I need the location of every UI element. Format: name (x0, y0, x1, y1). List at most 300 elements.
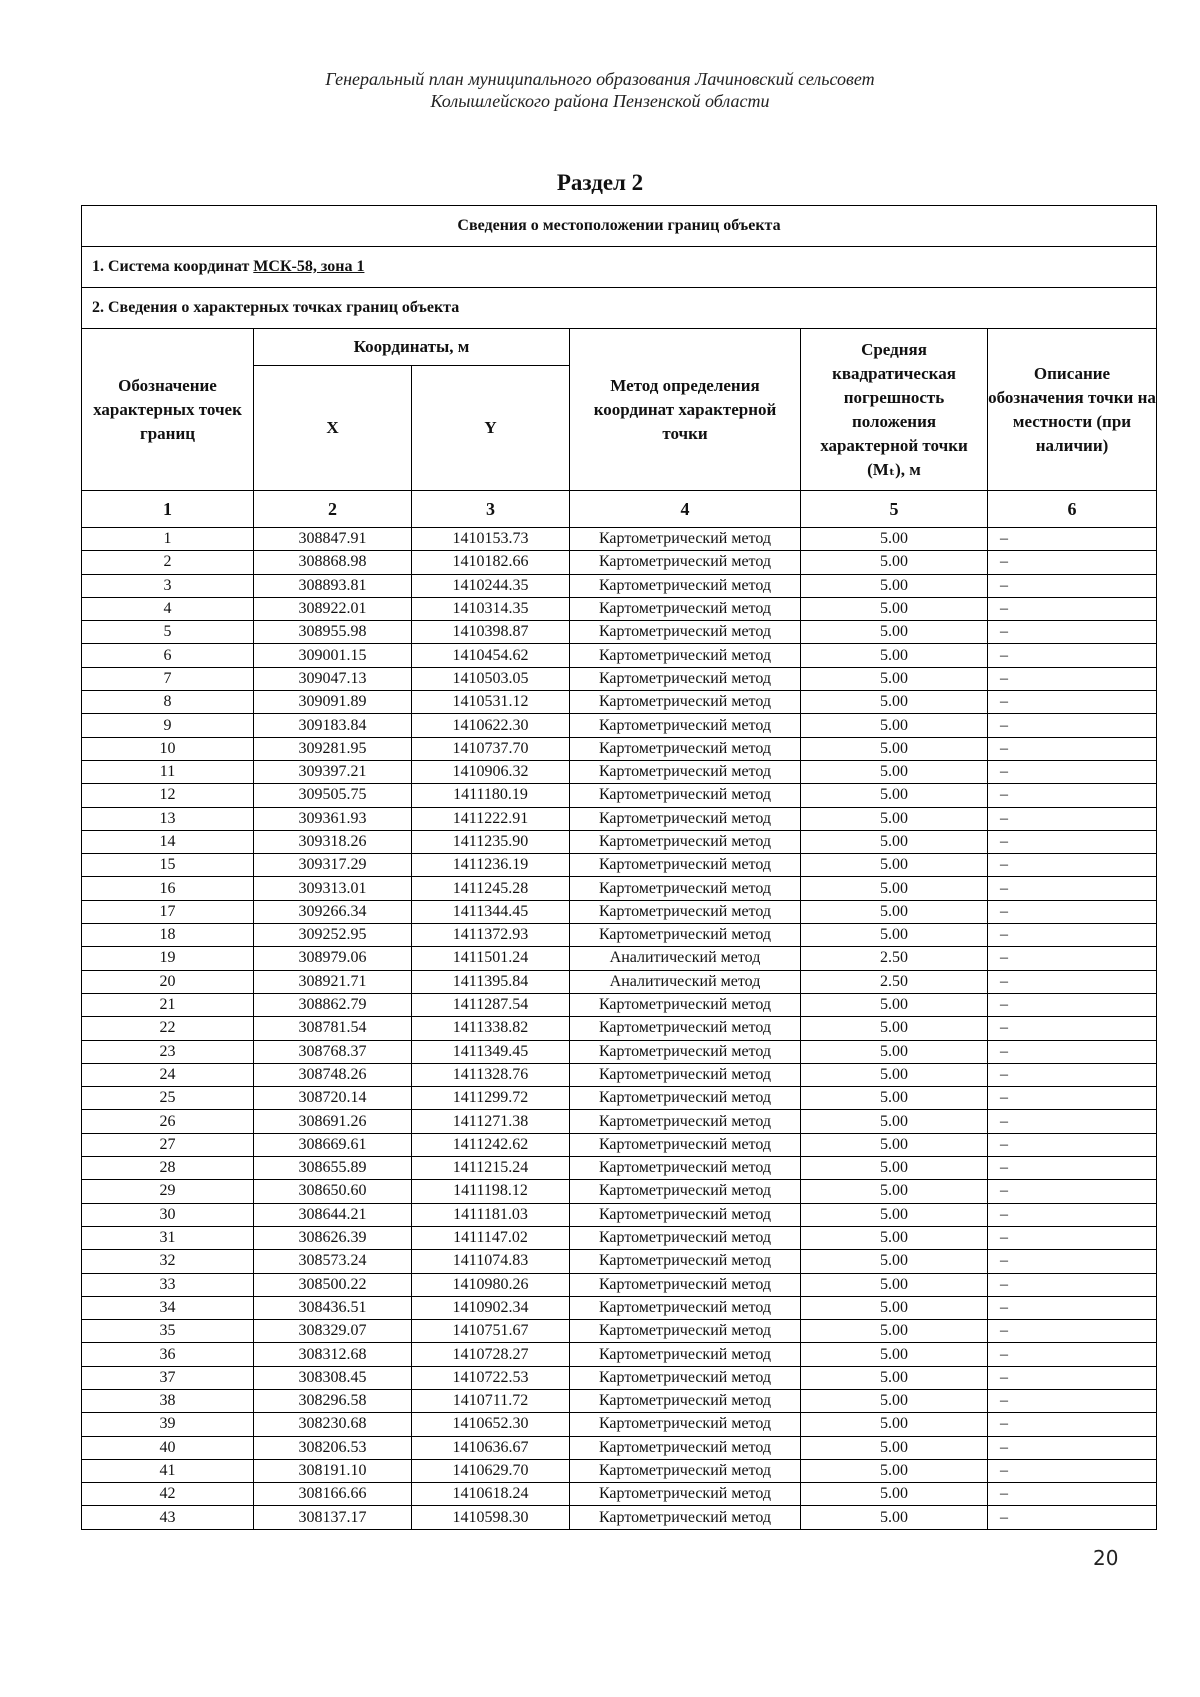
y-cell: 1410503.05 (412, 667, 570, 690)
table-row (82, 551, 1157, 574)
error-cell: 5.00 (801, 807, 988, 830)
x-cell: 308847.91 (254, 528, 412, 551)
point-id-cell: 5 (82, 621, 254, 644)
table-row (82, 1483, 1157, 1506)
method-cell: Картометрический метод (570, 1343, 801, 1366)
table-row (82, 737, 1157, 760)
x-cell: 308669.61 (254, 1133, 412, 1156)
description-cell: – (988, 714, 1157, 737)
method-cell: Аналитический метод (570, 947, 801, 970)
error-cell: 5.00 (801, 551, 988, 574)
y-cell: 1410398.87 (412, 621, 570, 644)
point-id-cell: 15 (82, 854, 254, 877)
method-cell: Картометрический метод (570, 1413, 801, 1436)
x-cell: 308748.26 (254, 1063, 412, 1086)
description-cell: – (988, 1133, 1157, 1156)
description-cell: – (988, 528, 1157, 551)
header-designation: Обозначение характерных точек границ (82, 329, 254, 491)
y-cell: 1410722.53 (412, 1366, 570, 1389)
method-cell: Картометрический метод (570, 597, 801, 620)
error-cell: 2.50 (801, 947, 988, 970)
y-cell: 1410622.30 (412, 714, 570, 737)
y-cell: 1410244.35 (412, 574, 570, 597)
error-cell: 5.00 (801, 993, 988, 1016)
y-cell: 1410314.35 (412, 597, 570, 620)
table-row (82, 900, 1157, 923)
x-cell: 309001.15 (254, 644, 412, 667)
point-id-cell: 40 (82, 1436, 254, 1459)
col-number: 5 (801, 491, 988, 528)
column-numbers-row (82, 491, 1157, 528)
x-cell: 309183.84 (254, 714, 412, 737)
col-number: 4 (570, 491, 801, 528)
y-cell: 1410652.30 (412, 1413, 570, 1436)
x-cell: 308781.54 (254, 1017, 412, 1040)
method-cell: Картометрический метод (570, 714, 801, 737)
table-row (82, 597, 1157, 620)
table-caption-row (82, 206, 1157, 247)
error-cell: 5.00 (801, 1413, 988, 1436)
y-cell: 1411344.45 (412, 900, 570, 923)
error-cell: 2.50 (801, 970, 988, 993)
table-row (82, 947, 1157, 970)
description-cell: – (988, 737, 1157, 760)
method-cell: Картометрический метод (570, 993, 801, 1016)
x-cell: 308893.81 (254, 574, 412, 597)
description-cell: – (988, 1413, 1157, 1436)
description-cell: – (988, 1296, 1157, 1319)
y-cell: 1410980.26 (412, 1273, 570, 1296)
points-title: 2. Сведения о характерных точках границ объекта (82, 288, 1157, 329)
method-cell: Картометрический метод (570, 1040, 801, 1063)
method-cell: Картометрический метод (570, 1226, 801, 1249)
description-cell: – (988, 900, 1157, 923)
method-cell: Картометрический метод (570, 1063, 801, 1086)
table-row (82, 1366, 1157, 1389)
point-id-cell: 41 (82, 1459, 254, 1482)
y-cell: 1411287.54 (412, 993, 570, 1016)
point-id-cell: 17 (82, 900, 254, 923)
x-cell: 309281.95 (254, 737, 412, 760)
description-cell: – (988, 1459, 1157, 1482)
method-cell: Картометрический метод (570, 528, 801, 551)
table-row (82, 1343, 1157, 1366)
description-cell: – (988, 970, 1157, 993)
error-cell: 5.00 (801, 1436, 988, 1459)
error-cell: 5.00 (801, 714, 988, 737)
point-id-cell: 29 (82, 1180, 254, 1203)
description-cell: – (988, 830, 1157, 853)
description-cell: – (988, 924, 1157, 947)
y-cell: 1411501.24 (412, 947, 570, 970)
point-id-cell: 18 (82, 924, 254, 947)
description-cell: – (988, 760, 1157, 783)
point-id-cell: 12 (82, 784, 254, 807)
header-description: Описание обозначения точки на местности (при наличии) (988, 329, 1157, 491)
method-cell: Картометрический метод (570, 807, 801, 830)
point-id-cell: 3 (82, 574, 254, 597)
table-caption: Сведения о местоположении границ объекта (82, 206, 1157, 247)
y-cell: 1411299.72 (412, 1087, 570, 1110)
description-cell: – (988, 1366, 1157, 1389)
table-row (82, 854, 1157, 877)
coord-system-value: МСК-58, зона 1 (253, 258, 365, 275)
x-cell: 308644.21 (254, 1203, 412, 1226)
y-cell: 1410629.70 (412, 1459, 570, 1482)
header-x: X (254, 366, 412, 491)
method-cell: Картометрический метод (570, 1250, 801, 1273)
description-cell: – (988, 1483, 1157, 1506)
description-cell: – (988, 574, 1157, 597)
description-cell: – (988, 1389, 1157, 1412)
y-cell: 1411074.83 (412, 1250, 570, 1273)
table-row (82, 830, 1157, 853)
error-cell: 5.00 (801, 830, 988, 853)
x-cell: 309252.95 (254, 924, 412, 947)
method-cell: Картометрический метод (570, 1203, 801, 1226)
table-row (82, 807, 1157, 830)
boundary-points-table (81, 205, 1157, 1530)
y-cell: 1410728.27 (412, 1343, 570, 1366)
method-cell: Картометрический метод (570, 1459, 801, 1482)
description-cell: – (988, 621, 1157, 644)
description-cell: – (988, 1273, 1157, 1296)
method-cell: Картометрический метод (570, 1296, 801, 1319)
description-cell: – (988, 877, 1157, 900)
method-cell: Картометрический метод (570, 621, 801, 644)
description-cell: – (988, 1320, 1157, 1343)
error-cell: 5.00 (801, 1320, 988, 1343)
error-cell: 5.00 (801, 1226, 988, 1249)
error-cell: 5.00 (801, 1017, 988, 1040)
x-cell: 308655.89 (254, 1157, 412, 1180)
description-cell: – (988, 1436, 1157, 1459)
error-cell: 5.00 (801, 644, 988, 667)
header-line-1: Генеральный план муниципального образования Лачиновский сельсовет (325, 69, 875, 89)
point-id-cell: 22 (82, 1017, 254, 1040)
error-cell: 5.00 (801, 667, 988, 690)
point-id-cell: 31 (82, 1226, 254, 1249)
error-cell: 5.00 (801, 1087, 988, 1110)
error-cell: 5.00 (801, 1506, 988, 1529)
coord-system-row (82, 247, 1157, 288)
y-cell: 1411222.91 (412, 807, 570, 830)
table-row (82, 1226, 1157, 1249)
y-cell: 1411147.02 (412, 1226, 570, 1249)
error-cell: 5.00 (801, 1133, 988, 1156)
y-cell: 1411338.82 (412, 1017, 570, 1040)
method-cell: Аналитический метод (570, 970, 801, 993)
point-id-cell: 42 (82, 1483, 254, 1506)
method-cell: Картометрический метод (570, 1180, 801, 1203)
x-cell: 309505.75 (254, 784, 412, 807)
table-row (82, 1157, 1157, 1180)
y-cell: 1411242.62 (412, 1133, 570, 1156)
header-method: Метод определения координат характерной точки (570, 329, 801, 491)
x-cell: 308720.14 (254, 1087, 412, 1110)
point-id-cell: 28 (82, 1157, 254, 1180)
point-id-cell: 23 (82, 1040, 254, 1063)
description-cell: – (988, 854, 1157, 877)
y-cell: 1410636.67 (412, 1436, 570, 1459)
point-id-cell: 4 (82, 597, 254, 620)
point-id-cell: 8 (82, 691, 254, 714)
method-cell: Картометрический метод (570, 1087, 801, 1110)
table-row (82, 644, 1157, 667)
y-cell: 1410153.73 (412, 528, 570, 551)
error-cell: 5.00 (801, 1040, 988, 1063)
x-cell: 309266.34 (254, 900, 412, 923)
description-cell: – (988, 1110, 1157, 1133)
header-error: Средняя квадратическая погрешность положения характерной точки (Mₜ), м (801, 329, 988, 491)
x-cell: 308573.24 (254, 1250, 412, 1273)
point-id-cell: 19 (82, 947, 254, 970)
y-cell: 1410598.30 (412, 1506, 570, 1529)
y-cell: 1411395.84 (412, 970, 570, 993)
x-cell: 308230.68 (254, 1413, 412, 1436)
table-row (82, 1250, 1157, 1273)
x-cell: 308979.06 (254, 947, 412, 970)
x-cell: 309091.89 (254, 691, 412, 714)
y-cell: 1410751.67 (412, 1320, 570, 1343)
x-cell: 309318.26 (254, 830, 412, 853)
y-cell: 1410902.34 (412, 1296, 570, 1319)
header-line-2: Колышлейского района Пензенской области (430, 91, 770, 111)
method-cell: Картометрический метод (570, 784, 801, 807)
point-id-cell: 2 (82, 551, 254, 574)
coord-system-label: 1. Система координат (92, 258, 254, 275)
point-id-cell: 11 (82, 760, 254, 783)
x-cell: 308308.45 (254, 1366, 412, 1389)
x-cell: 309047.13 (254, 667, 412, 690)
description-cell: – (988, 807, 1157, 830)
y-cell: 1411181.03 (412, 1203, 570, 1226)
error-cell: 5.00 (801, 877, 988, 900)
table-row (82, 1273, 1157, 1296)
table-row (82, 1017, 1157, 1040)
x-cell: 308296.58 (254, 1389, 412, 1412)
point-id-cell: 24 (82, 1063, 254, 1086)
method-cell: Картометрический метод (570, 737, 801, 760)
error-cell: 5.00 (801, 854, 988, 877)
section-title: Раздел 2 (556, 170, 644, 195)
table-row (82, 1413, 1157, 1436)
description-cell: – (988, 784, 1157, 807)
y-cell: 1410531.12 (412, 691, 570, 714)
table-row (82, 1087, 1157, 1110)
header-y: Y (412, 366, 570, 491)
method-cell: Картометрический метод (570, 1506, 801, 1529)
error-cell: 5.00 (801, 1389, 988, 1412)
point-id-cell: 32 (82, 1250, 254, 1273)
method-cell: Картометрический метод (570, 1110, 801, 1133)
x-cell: 308206.53 (254, 1436, 412, 1459)
error-cell: 5.00 (801, 1110, 988, 1133)
point-id-cell: 36 (82, 1343, 254, 1366)
y-cell: 1411328.76 (412, 1063, 570, 1086)
x-cell: 308166.66 (254, 1483, 412, 1506)
error-cell: 5.00 (801, 737, 988, 760)
point-id-cell: 9 (82, 714, 254, 737)
table-row (82, 1180, 1157, 1203)
page-number: 20 (1093, 1546, 1119, 1570)
x-cell: 308868.98 (254, 551, 412, 574)
point-id-cell: 6 (82, 644, 254, 667)
point-id-cell: 14 (82, 830, 254, 853)
table-row (82, 1459, 1157, 1482)
error-cell: 5.00 (801, 1250, 988, 1273)
document-header (0, 68, 1200, 112)
y-cell: 1411245.28 (412, 877, 570, 900)
y-cell: 1411349.45 (412, 1040, 570, 1063)
y-cell: 1411198.12 (412, 1180, 570, 1203)
table-row (82, 993, 1157, 1016)
table-row (82, 1063, 1157, 1086)
error-cell: 5.00 (801, 784, 988, 807)
method-cell: Картометрический метод (570, 667, 801, 690)
error-cell: 5.00 (801, 1273, 988, 1296)
table-row (82, 574, 1157, 597)
header-row-1 (82, 329, 1157, 366)
y-cell: 1410618.24 (412, 1483, 570, 1506)
y-cell: 1410737.70 (412, 737, 570, 760)
x-cell: 308500.22 (254, 1273, 412, 1296)
method-cell: Картометрический метод (570, 1017, 801, 1040)
method-cell: Картометрический метод (570, 854, 801, 877)
table-row (82, 784, 1157, 807)
table-row (82, 1436, 1157, 1459)
col-number: 6 (988, 491, 1157, 528)
method-cell: Картометрический метод (570, 691, 801, 714)
method-cell: Картометрический метод (570, 551, 801, 574)
description-cell: – (988, 1087, 1157, 1110)
point-id-cell: 26 (82, 1110, 254, 1133)
table-row (82, 621, 1157, 644)
table-row (82, 877, 1157, 900)
header-coordinates: Координаты, м (254, 329, 570, 366)
col-number: 3 (412, 491, 570, 528)
table-row (82, 691, 1157, 714)
table-row (82, 1320, 1157, 1343)
point-id-cell: 33 (82, 1273, 254, 1296)
description-cell: – (988, 691, 1157, 714)
point-id-cell: 37 (82, 1366, 254, 1389)
x-cell: 308768.37 (254, 1040, 412, 1063)
method-cell: Картометрический метод (570, 1320, 801, 1343)
y-cell: 1411236.19 (412, 854, 570, 877)
point-id-cell: 27 (82, 1133, 254, 1156)
table-row (82, 714, 1157, 737)
y-cell: 1411271.38 (412, 1110, 570, 1133)
description-cell: – (988, 1506, 1157, 1529)
x-cell: 308436.51 (254, 1296, 412, 1319)
error-cell: 5.00 (801, 1157, 988, 1180)
x-cell: 308691.26 (254, 1110, 412, 1133)
description-cell: – (988, 1017, 1157, 1040)
error-cell: 5.00 (801, 1180, 988, 1203)
point-id-cell: 1 (82, 528, 254, 551)
error-cell: 5.00 (801, 900, 988, 923)
error-cell: 5.00 (801, 1366, 988, 1389)
method-cell: Картометрический метод (570, 1366, 801, 1389)
method-cell: Картометрический метод (570, 1389, 801, 1412)
y-cell: 1410182.66 (412, 551, 570, 574)
x-cell: 308626.39 (254, 1226, 412, 1249)
point-id-cell: 25 (82, 1087, 254, 1110)
table-row (82, 924, 1157, 947)
description-cell: – (988, 551, 1157, 574)
description-cell: – (988, 667, 1157, 690)
table-row (82, 1506, 1157, 1529)
error-cell: 5.00 (801, 621, 988, 644)
method-cell: Картометрический метод (570, 1483, 801, 1506)
method-cell: Картометрический метод (570, 1436, 801, 1459)
table-row (82, 667, 1157, 690)
description-cell: – (988, 993, 1157, 1016)
point-id-cell: 43 (82, 1506, 254, 1529)
y-cell: 1411372.93 (412, 924, 570, 947)
description-cell: – (988, 1343, 1157, 1366)
description-cell: – (988, 644, 1157, 667)
description-cell: – (988, 1250, 1157, 1273)
point-id-cell: 30 (82, 1203, 254, 1226)
table-row (82, 1203, 1157, 1226)
method-cell: Картометрический метод (570, 924, 801, 947)
method-cell: Картометрический метод (570, 760, 801, 783)
method-cell: Картометрический метод (570, 644, 801, 667)
table-row (82, 1389, 1157, 1412)
x-cell: 308191.10 (254, 1459, 412, 1482)
description-cell: – (988, 1226, 1157, 1249)
method-cell: Картометрический метод (570, 1273, 801, 1296)
x-cell: 308922.01 (254, 597, 412, 620)
y-cell: 1411215.24 (412, 1157, 570, 1180)
table-row (82, 1110, 1157, 1133)
table-row (82, 528, 1157, 551)
point-id-cell: 35 (82, 1320, 254, 1343)
table-row (82, 1296, 1157, 1319)
point-id-cell: 10 (82, 737, 254, 760)
description-cell: – (988, 1157, 1157, 1180)
table-row (82, 970, 1157, 993)
point-id-cell: 13 (82, 807, 254, 830)
col-number: 1 (82, 491, 254, 528)
error-cell: 5.00 (801, 1063, 988, 1086)
point-id-cell: 7 (82, 667, 254, 690)
x-cell: 308137.17 (254, 1506, 412, 1529)
point-id-cell: 39 (82, 1413, 254, 1436)
point-id-cell: 16 (82, 877, 254, 900)
point-id-cell: 20 (82, 970, 254, 993)
x-cell: 309313.01 (254, 877, 412, 900)
x-cell: 308955.98 (254, 621, 412, 644)
error-cell: 5.00 (801, 1203, 988, 1226)
error-cell: 5.00 (801, 574, 988, 597)
x-cell: 308862.79 (254, 993, 412, 1016)
description-cell: – (988, 1203, 1157, 1226)
point-id-cell: 34 (82, 1296, 254, 1319)
table-row (82, 760, 1157, 783)
error-cell: 5.00 (801, 1483, 988, 1506)
y-cell: 1410906.32 (412, 760, 570, 783)
description-cell: – (988, 597, 1157, 620)
error-cell: 5.00 (801, 691, 988, 714)
y-cell: 1410711.72 (412, 1389, 570, 1412)
y-cell: 1411180.19 (412, 784, 570, 807)
x-cell: 309361.93 (254, 807, 412, 830)
error-cell: 5.00 (801, 924, 988, 947)
points-title-row (82, 288, 1157, 329)
